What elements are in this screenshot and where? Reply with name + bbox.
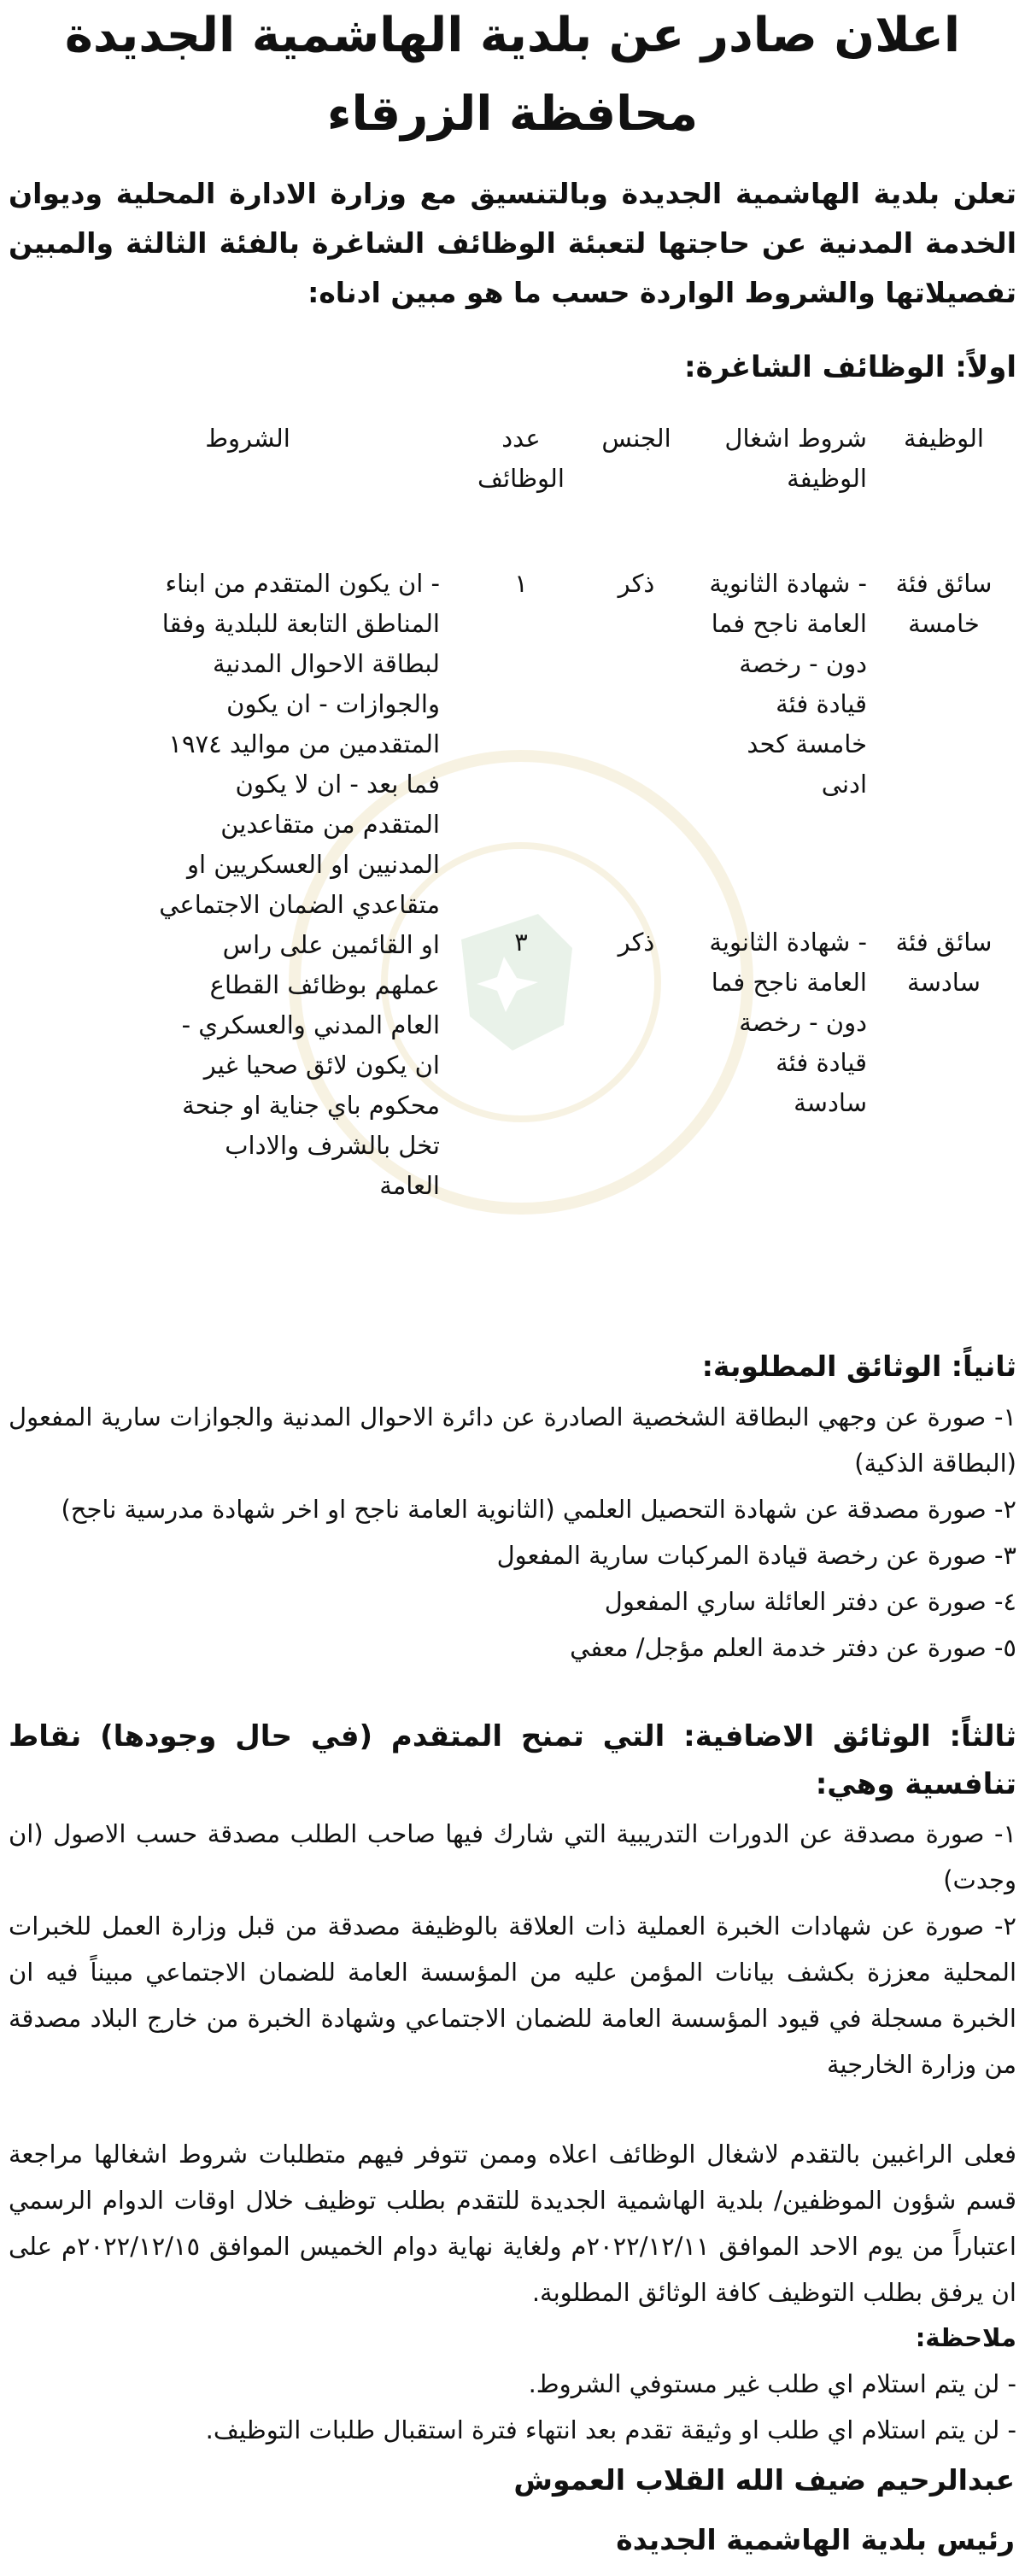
job-requirements-row-1: - شهادة الثانوية العامة ناجح فما دون - رخصة قيادة فئة خامسة كحد ادنى — [709, 569, 867, 799]
additional-document-item: ١- صورة مصدقة عن الدورات التدريبية التي شارك فيها صاحب الطلب مصدقة حسب الاصول (ان وجدت) — [9, 1819, 1016, 1894]
column-header-requirements: شروط اشغال الوظيفة — [724, 424, 867, 493]
signatory-title: رئيس بلدية الهاشمية الجديدة — [616, 2523, 1015, 2556]
required-document-item: ٢- صورة مصدقة عن شهادة التحصيل العلمي (الثانوية العامة ناجح او اخر شهادة مدرسية ناجح) — [61, 1495, 1016, 1524]
column-header-job: الوظيفة — [904, 424, 984, 453]
vacancies-table — [9, 419, 1016, 1341]
column-header-gender: الجنس — [601, 424, 671, 453]
job-title-row-2: سائق فئة سادسة — [895, 928, 993, 997]
required-document-item: ٣- صورة عن رخصة قيادة المركبات سارية المفعول — [496, 1541, 1016, 1570]
column-header-count: عدد الوظائف — [477, 424, 565, 493]
vacancies-heading: اولاً: الوظائف الشاغرة: — [684, 350, 1016, 384]
signatory-name: عبدالرحيم ضيف الله القلاب العموش — [513, 2463, 1015, 2497]
required-document-item: ٥- صورة عن دفتر خدمة العلم مؤجل/ معفي — [570, 1633, 1016, 1662]
job-requirements-row-2: - شهادة الثانوية العامة ناجح فما دون - رخصة قيادة فئة سادسة — [709, 928, 867, 1117]
notes-heading: ملاحظة: — [915, 2323, 1016, 2352]
note-item: - لن يتم استلام اي طلب غير مستوفي الشروط. — [528, 2369, 1016, 2398]
required-document-item: ١- صورة عن وجهي البطاقة الشخصية الصادرة عن دائرة الاحوال المدنية والجوازات سارية المفعول (البطاقة الذكية) — [9, 1402, 1016, 1478]
announcement-title: اعلان صادر عن بلدية الهاشمية الجديدة — [64, 8, 961, 63]
required-documents-heading: ثانياً: الوثائق المطلوبة: — [701, 1349, 1016, 1383]
required-documents-list — [9, 1394, 1016, 1671]
job-title-row-1: سائق فئة خامسة — [895, 569, 993, 638]
column-header-conditions: الشروط — [205, 424, 290, 453]
job-conditions: - ان يكون المتقدم من ابناء المناطق التابعة للبلدية وفقا لبطاقة الاحوال المدنية والجوازات - ان يكون المتقدمين من مواليد ١٩٧٤ فما بعد - ان لا يكون المتقدم من متقاعدين المدنيين او العسكريين او متقاعدي الضمان الاجتماعي او القائمين على راس عملهم بوظائف القطاع العام المدني والعسكري - ان يكون لائق صحيا غير محكوم باي جناية او جنحة تخل بالشرف والاداب العامة — [159, 569, 440, 1200]
additional-documents-heading: ثالثاً: الوثائق الاضافية: التي تمنح المتقدم (في حال وجودها) نقاط تنافسية وهي: — [9, 1719, 1016, 1801]
job-gender-row-2: ذكر — [618, 928, 655, 957]
additional-document-item: ٢- صورة عن شهادات الخبرة العملية ذات العلاقة بالوظيفة مصدقة من قبل وزارة العمل للخبرات المحلية معززة بكشف بيانات المؤمن عليه من المؤسسة العامة للضمان الاجتماعي مبيناً فيه ان الخبرة مسجلة في قيود المؤسسة العامة للضمان الاجتماعي وشهادة الخبرة من خارج البلاد مصدقة من وزارة الخارجية — [9, 1912, 1016, 2079]
application-instructions: فعلى الراغبين بالتقدم لاشغال الوظائف اعلاه وممن تتوفر فيهم متطلبات شروط اشغالها مراجعة قسم شؤون الموظفين/ بلدية الهاشمية الجديدة للتقدم بطلب توظيف خلال اوقات الدوام الرسمي اعتباراً من يوم الاحد الموافق ٢٠٢٢/١٢/١١م ولغاية نهاية دوام الخميس الموافق ٢٠٢٢/١٢/١٥م على ان يرفق بطلب التوظيف كافة الوثائق المطلوبة. — [9, 2140, 1016, 2307]
job-count-row-1: ١ — [514, 569, 528, 598]
governorate-title: محافظة الزرقاء — [326, 86, 699, 142]
required-document-item: ٤- صورة عن دفتر العائلة ساري المفعول — [604, 1587, 1016, 1616]
additional-documents-list — [9, 1811, 1016, 2087]
job-gender-row-1: ذكر — [618, 569, 655, 598]
note-item: - لن يتم استلام اي طلب او وثيقة تقدم بعد انتهاء فترة استقبال طلبات التوظيف. — [205, 2415, 1016, 2444]
job-count-row-2: ٣ — [514, 928, 528, 957]
intro-paragraph: تعلن بلدية الهاشمية الجديدة وبالتنسيق مع وزارة الادارة المحلية وديوان الخدمة المدنية عن حاجتها لتعبئة الوظائف الشاغرة بالفئة الثالثة والمبين تفصيلاتها والشروط الواردة حسب ما هو مبين ادناه: — [9, 177, 1016, 309]
notes-section — [9, 2315, 1016, 2453]
